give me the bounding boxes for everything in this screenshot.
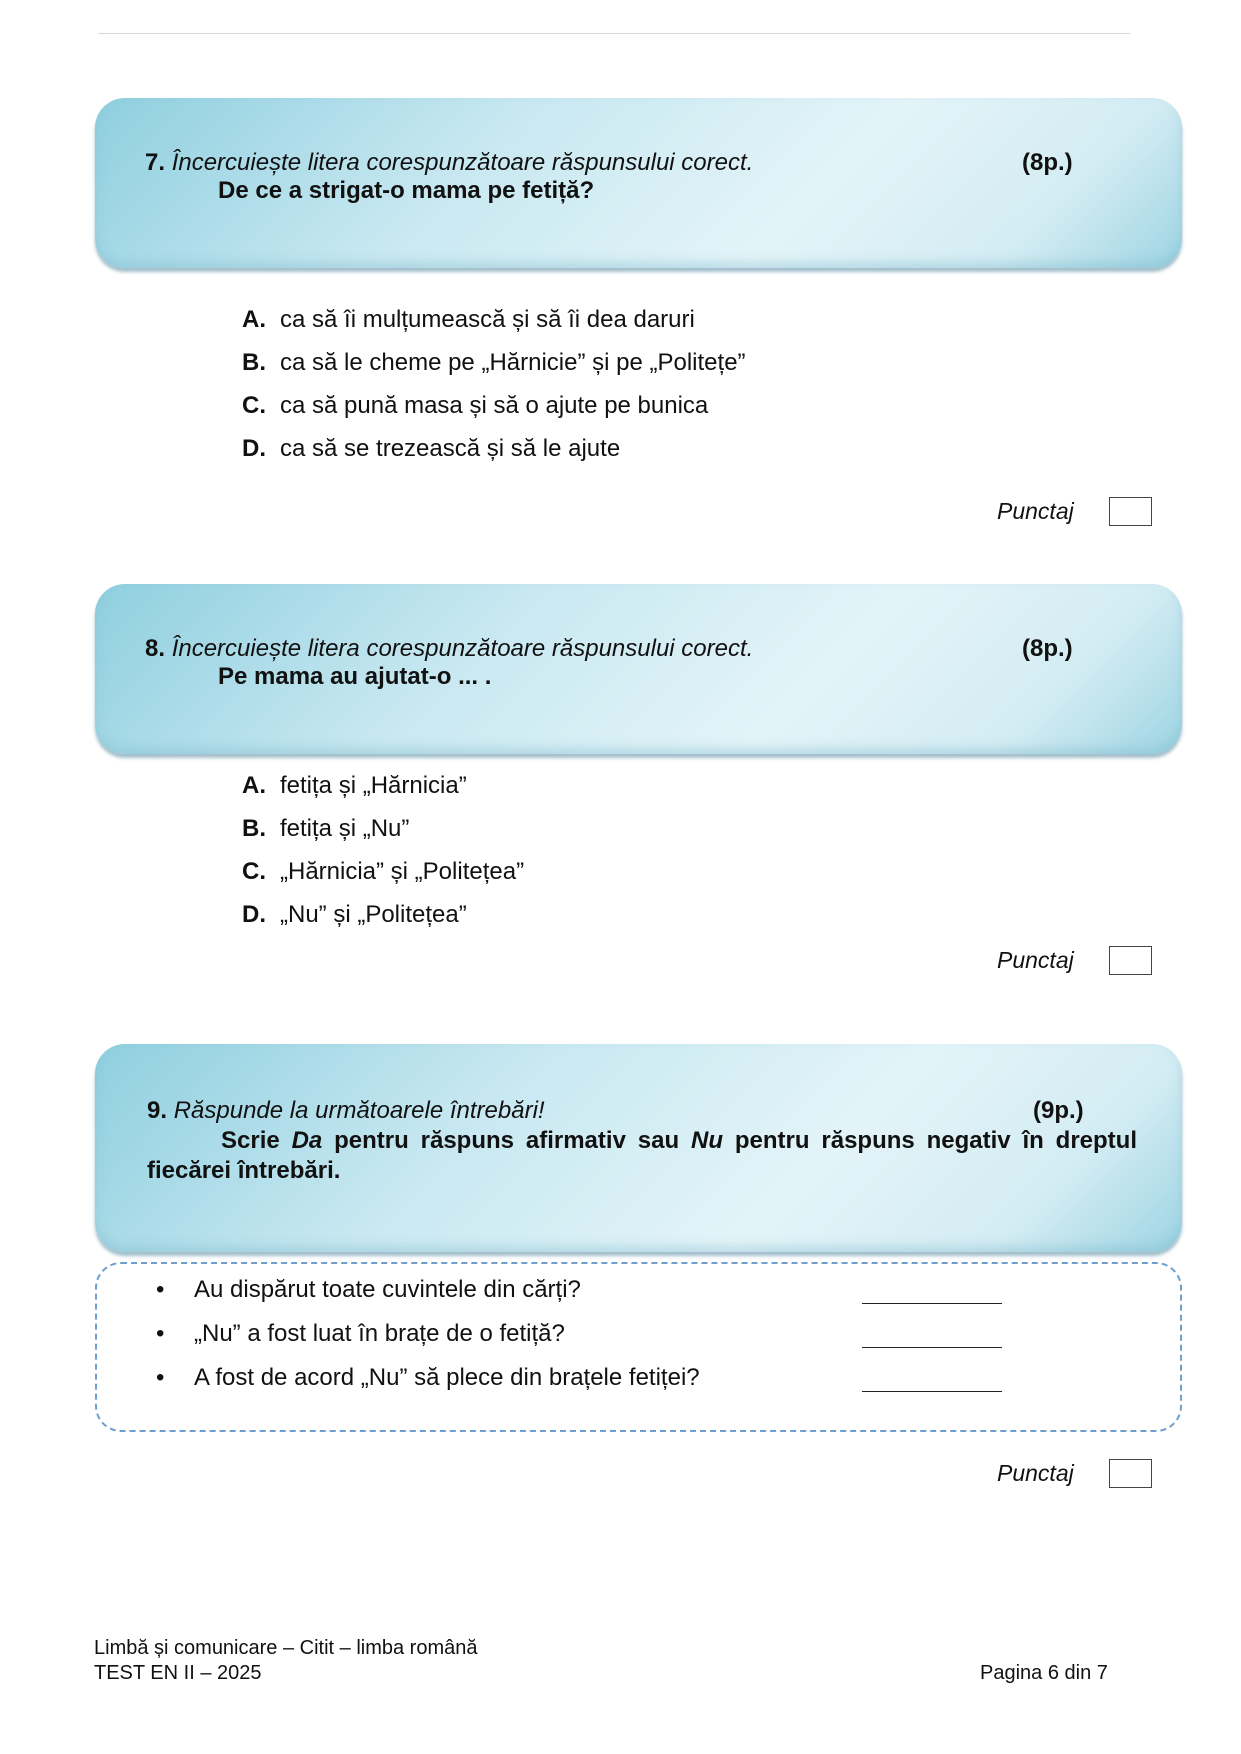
q9-text-part2: pentru răspuns afirmativ sau: [322, 1127, 691, 1154]
option-letter: A.: [242, 772, 266, 799]
q7-punctaj-box[interactable]: [1109, 497, 1152, 526]
q9-punctaj-box[interactable]: [1109, 1459, 1152, 1488]
question-7-number: 7.: [145, 149, 166, 176]
q9-question-3-text: A fost de acord „Nu” să plece din brațele fetiței?: [194, 1364, 700, 1391]
option-text: fetița și „Hărnicia”: [280, 772, 467, 799]
q7-option-d[interactable]: [242, 435, 620, 463]
question-9-number: 9.: [147, 1097, 168, 1124]
question-8-text: Pe mama au ajutat-o ... .: [218, 663, 492, 690]
bullet-icon: •: [156, 1364, 165, 1391]
q9-question-1-text: Au dispărut toate cuvintele din cărți?: [194, 1276, 581, 1303]
q8-punctaj-label: Punctaj: [997, 947, 1074, 973]
q9-question-2-text: „Nu” a fost luat în brațe de o fetiță?: [194, 1320, 565, 1347]
q8-option-a[interactable]: [242, 772, 467, 800]
q9-answer-line-3[interactable]: [862, 1391, 1002, 1392]
option-letter: D.: [242, 435, 266, 462]
bullet-icon: •: [156, 1276, 165, 1303]
option-letter: C.: [242, 392, 266, 419]
question-9-instruction: Răspunde la următoarele întrebări!: [173, 1097, 545, 1124]
question-9-instruction-line: [147, 1097, 545, 1125]
question-7-text: De ce a strigat-o mama pe fetiță?: [218, 177, 595, 204]
q9-text-part3: pentru răspuns negativ în dreptul fiecărei întrebări.: [147, 1127, 1138, 1184]
q9-text-nu: Nu: [691, 1127, 723, 1154]
q8-option-d[interactable]: [242, 901, 467, 929]
footer-page-number: Pagina 6 din 7: [980, 1662, 1108, 1684]
question-8-points: (8p.): [1022, 635, 1073, 662]
top-divider: [98, 33, 1130, 34]
q8-punctaj-box[interactable]: [1109, 946, 1152, 975]
q9-punctaj-label: Punctaj: [997, 1460, 1074, 1486]
question-9-points: (9p.): [1033, 1097, 1084, 1124]
question-8-instruction: Încercuiește litera corespunzătoare răspunsului corect.: [171, 635, 754, 662]
q7-punctaj-label: Punctaj: [997, 498, 1074, 524]
q7-option-c[interactable]: [242, 392, 708, 420]
footer-test: TEST EN II – 2025: [94, 1662, 262, 1684]
q8-option-b[interactable]: [242, 815, 409, 843]
question-7-points: (8p.): [1022, 149, 1073, 176]
option-letter: D.: [242, 901, 266, 928]
option-text: ca să le cheme pe „Hărnicie” și pe „Politețe”: [280, 349, 746, 376]
footer-subject: Limbă și comunicare – Citit – limba română: [94, 1637, 478, 1659]
option-text: fetița și „Nu”: [280, 815, 410, 842]
q9-text-da: Da: [291, 1127, 323, 1154]
q8-option-c[interactable]: [242, 858, 524, 886]
option-letter: A.: [242, 306, 266, 333]
question-7-header: [95, 98, 1182, 268]
q7-option-b[interactable]: [242, 349, 746, 377]
option-letter: B.: [242, 815, 266, 842]
option-letter: B.: [242, 349, 266, 376]
q9-question-3: [156, 1364, 700, 1392]
option-text: ca să îi mulțumească și să îi dea daruri: [280, 306, 695, 333]
question-8-header: [95, 584, 1182, 754]
q7-option-a[interactable]: [242, 306, 695, 334]
option-text: ca să se trezească și să le ajute: [280, 435, 621, 462]
q9-question-2: [156, 1320, 565, 1348]
q9-text-part1: Scrie: [221, 1127, 292, 1154]
question-9-header: [95, 1044, 1182, 1252]
option-text: „Hărnicia” și „Politețea”: [280, 858, 525, 885]
q9-answer-line-2[interactable]: [862, 1347, 1002, 1348]
question-7-instruction: Încercuiește litera corespunzătoare răspunsului corect.: [171, 149, 754, 176]
option-text: „Nu” și „Politețea”: [280, 901, 467, 928]
bullet-icon: •: [156, 1320, 165, 1347]
option-text: ca să pună masa și să o ajute pe bunica: [280, 392, 709, 419]
question-8-instruction-line: [145, 635, 753, 663]
q9-answer-line-1[interactable]: [862, 1303, 1002, 1304]
question-9-text: [147, 1126, 1137, 1186]
question-8-number: 8.: [145, 635, 166, 662]
option-letter: C.: [242, 858, 266, 885]
q9-question-1: [156, 1276, 581, 1304]
question-7-instruction-line: [145, 149, 753, 177]
